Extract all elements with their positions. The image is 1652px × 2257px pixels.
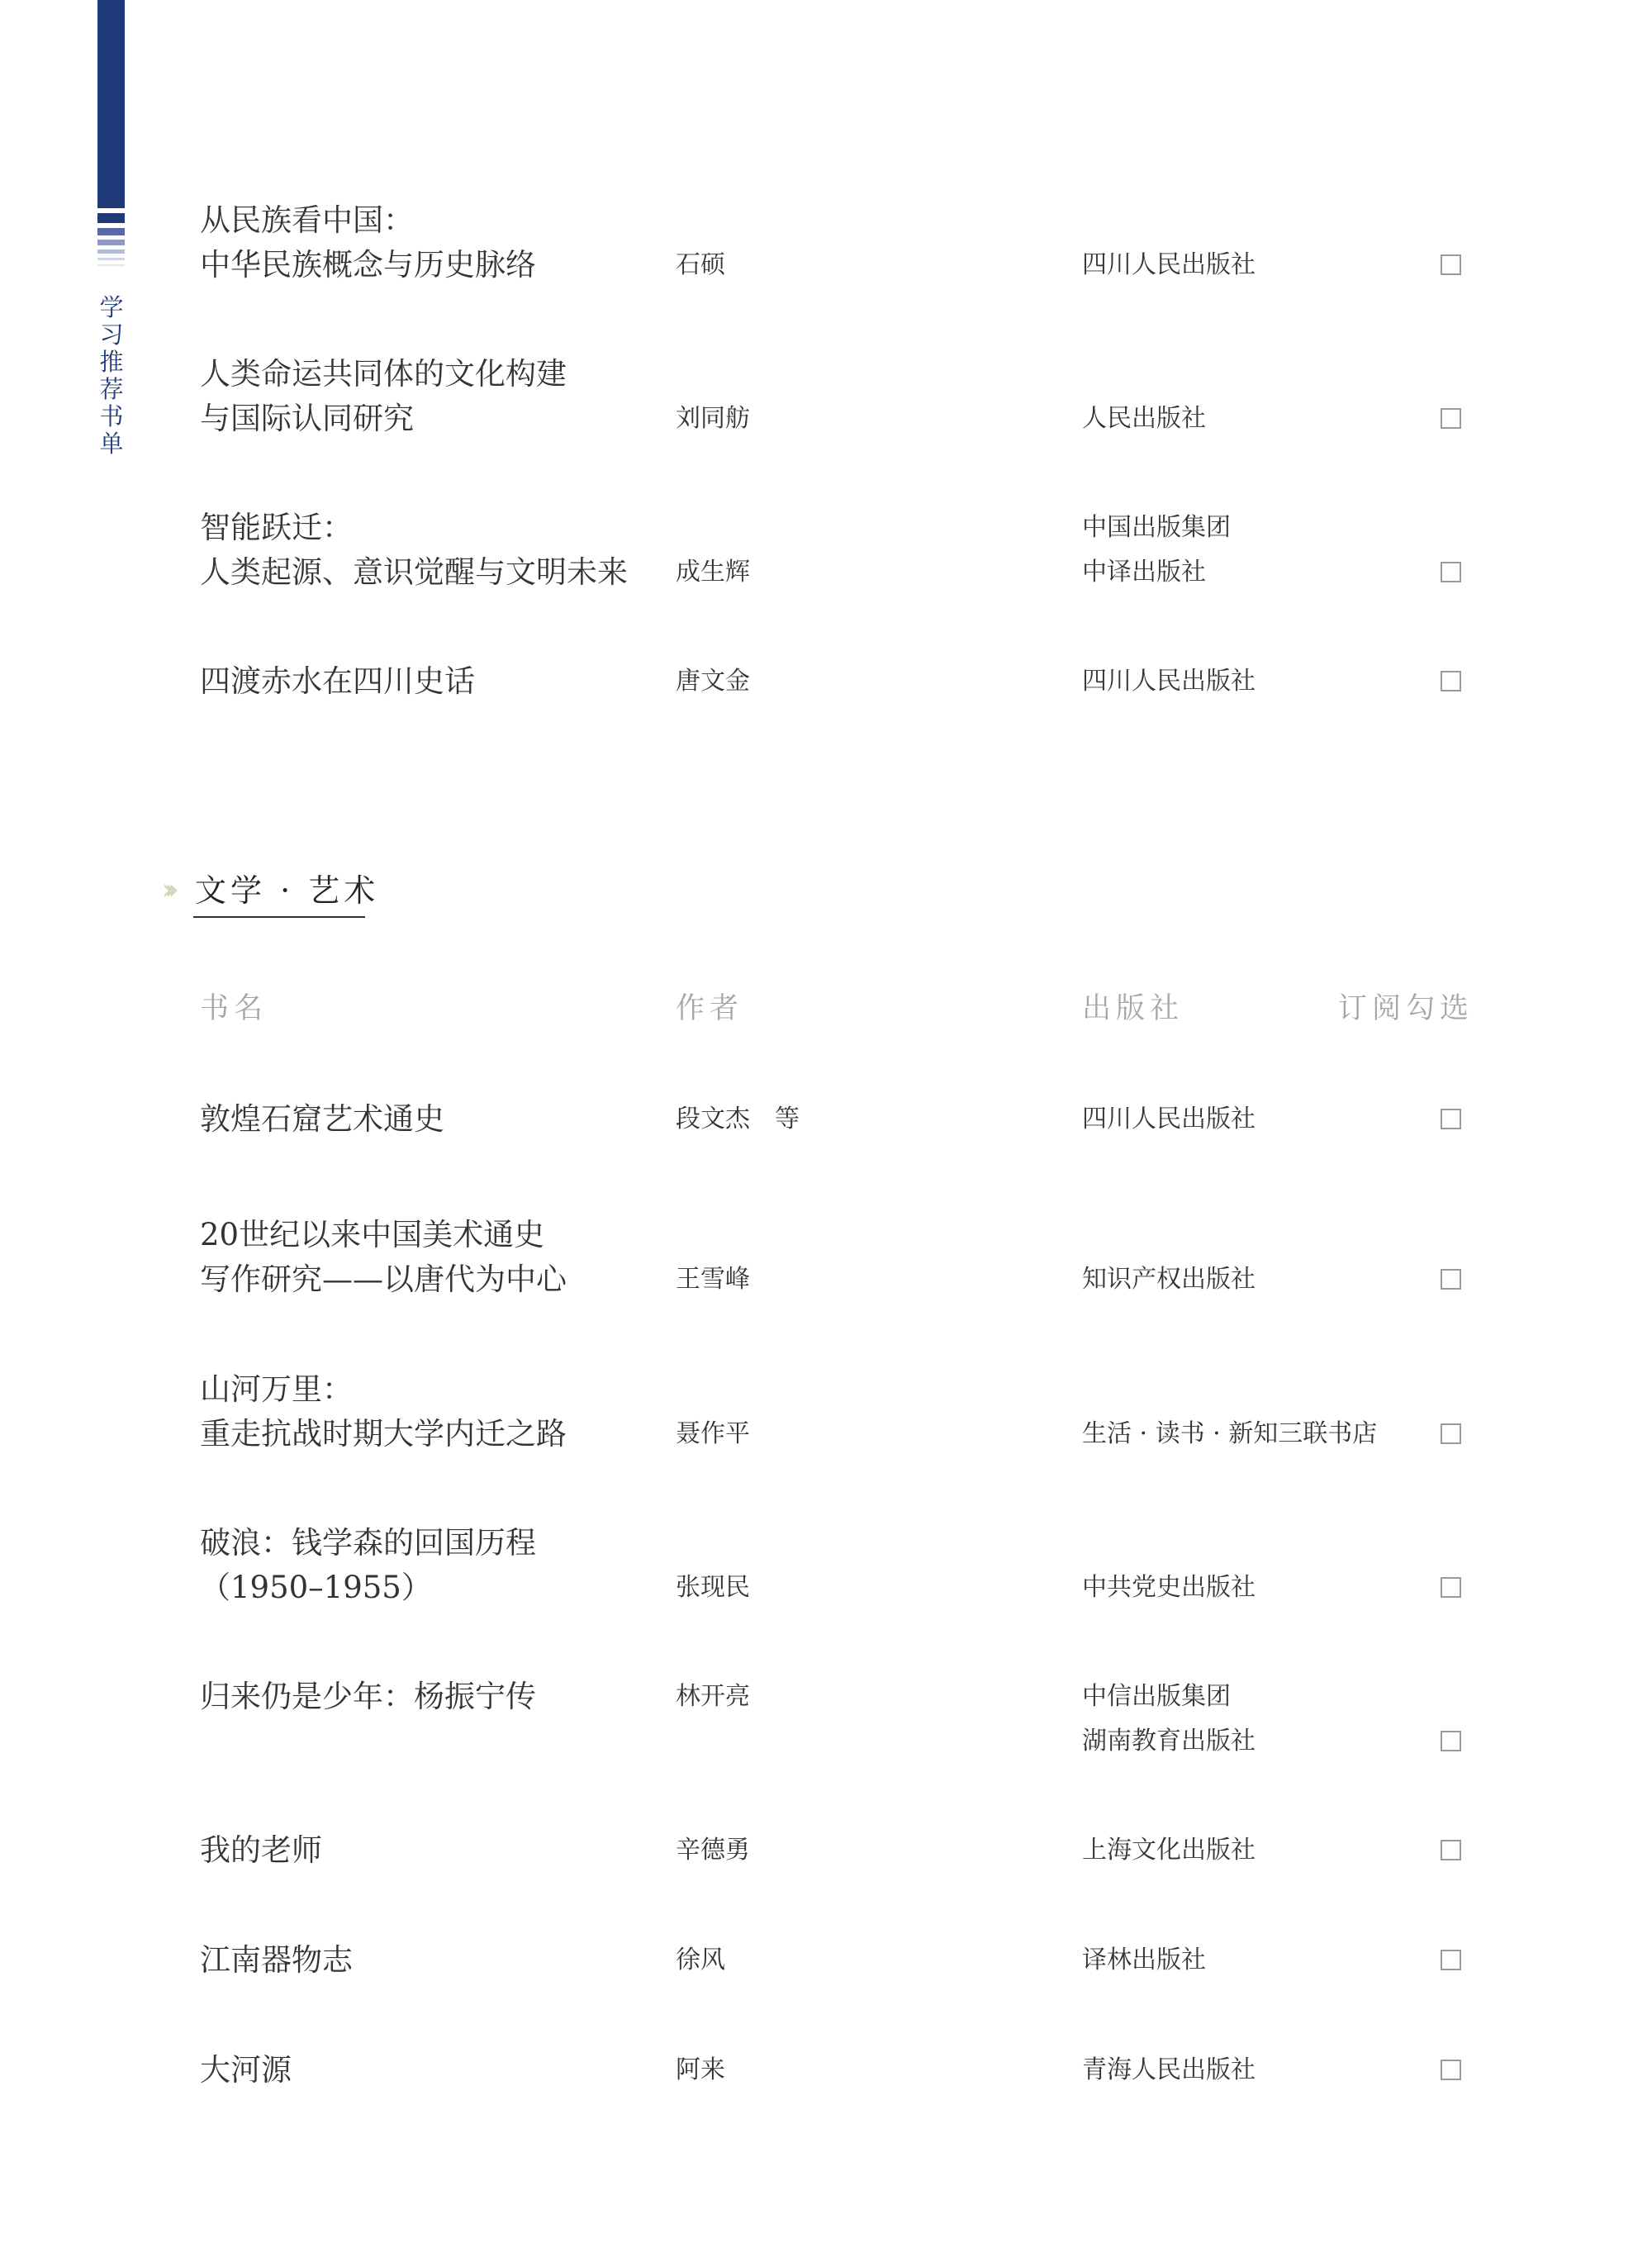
book-author: 成生辉 xyxy=(676,558,750,587)
book-publisher xyxy=(1082,1675,1256,1764)
column-header-select: 订阅勾选 xyxy=(1338,992,1474,1025)
subscribe-checkbox[interactable] xyxy=(1441,1577,1461,1598)
column-header-author: 作者 xyxy=(676,992,744,1025)
subscribe-checkbox[interactable] xyxy=(1441,1423,1461,1444)
book-title-line: 写作研究——以唐代为中心 xyxy=(200,1262,567,1297)
book-title xyxy=(200,506,628,595)
book-title-line: 江南器物志 xyxy=(200,1942,353,1978)
book-title xyxy=(200,659,475,704)
book-title-line: 从民族看中国： xyxy=(200,202,414,238)
book-title-line: 敦煌石窟艺术通史 xyxy=(200,1101,444,1137)
side-label: 学习推荐书单 xyxy=(99,293,124,458)
double-chevron-icon: ››› xyxy=(162,873,171,906)
book-publisher-line: 中译出版社 xyxy=(1082,558,1206,587)
book-title-line: 重走抗战时期大学内迁之路 xyxy=(200,1416,567,1452)
book-title xyxy=(200,1213,567,1302)
book-title xyxy=(200,1675,536,1719)
book-title-line: 大河源 xyxy=(200,2052,292,2088)
book-publisher xyxy=(1082,1257,1256,1302)
book-title-line: 四渡赤水在四川史话 xyxy=(200,663,475,699)
book-publisher xyxy=(1082,243,1256,287)
column-header-publisher: 出版社 xyxy=(1082,992,1184,1025)
book-author: 段文杰 等 xyxy=(676,1105,800,1133)
book-author: 阿来 xyxy=(676,2055,725,2084)
book-author: 张现民 xyxy=(676,1573,750,1602)
spine-stripe xyxy=(97,213,125,223)
book-publisher-line: 四川人民出版社 xyxy=(1082,667,1256,696)
book-author: 辛德勇 xyxy=(676,1836,750,1865)
spine-bar xyxy=(97,0,125,208)
book-publisher xyxy=(1082,2048,1256,2093)
book-publisher xyxy=(1082,397,1206,441)
column-header-title: 书名 xyxy=(200,992,268,1025)
book-title-line: （1950–1955） xyxy=(200,1570,432,1605)
book-publisher xyxy=(1082,506,1231,595)
book-title xyxy=(200,1828,322,1873)
book-publisher-line: 中信出版集团 xyxy=(1082,1682,1231,1711)
book-publisher-line: 译林出版社 xyxy=(1082,1946,1206,1974)
book-title xyxy=(200,1521,536,1610)
subscribe-checkbox[interactable] xyxy=(1441,562,1461,582)
book-publisher-line: 上海文化出版社 xyxy=(1082,1836,1256,1865)
subscribe-checkbox[interactable] xyxy=(1441,1950,1461,1970)
book-title xyxy=(200,198,536,287)
book-title xyxy=(200,2048,292,2093)
book-author: 林开亮 xyxy=(676,1682,750,1711)
book-publisher-line: 人民出版社 xyxy=(1082,404,1206,433)
spine-stripe xyxy=(97,258,125,260)
book-publisher-line: 湖南教育出版社 xyxy=(1082,1727,1256,1756)
subscribe-checkbox[interactable] xyxy=(1441,254,1461,275)
book-author: 石硕 xyxy=(676,250,725,279)
spine-stripe xyxy=(97,264,125,266)
book-publisher-line: 四川人民出版社 xyxy=(1082,250,1256,279)
book-publisher xyxy=(1082,1566,1256,1610)
book-title xyxy=(200,1938,353,1983)
book-publisher xyxy=(1082,1412,1377,1456)
subscribe-checkbox[interactable] xyxy=(1441,1109,1461,1129)
book-author: 徐风 xyxy=(676,1946,725,1974)
book-author: 刘同舫 xyxy=(676,404,750,433)
book-publisher-line: 青海人民出版社 xyxy=(1082,2055,1256,2084)
book-author: 唐文金 xyxy=(676,667,750,696)
book-title-line: 我的老师 xyxy=(200,1832,322,1868)
subscribe-checkbox[interactable] xyxy=(1441,1731,1461,1751)
book-title-line: 归来仍是少年：杨振宁传 xyxy=(200,1679,536,1714)
book-title-line: 智能跃迁： xyxy=(200,510,353,545)
book-publisher-line: 中国出版集团 xyxy=(1082,513,1231,542)
book-publisher xyxy=(1082,1097,1256,1142)
book-title-line: 山河万里： xyxy=(200,1371,353,1407)
book-title xyxy=(200,1097,444,1142)
book-publisher xyxy=(1082,659,1256,704)
spine-stripe xyxy=(97,228,125,235)
book-publisher-line: 知识产权出版社 xyxy=(1082,1265,1256,1294)
book-author: 王雪峰 xyxy=(676,1265,750,1294)
book-title-line: 中华民族概念与历史脉络 xyxy=(200,247,536,283)
spine-stripe xyxy=(97,249,125,254)
book-title-line: 20世纪以来中国美术通史 xyxy=(200,1217,545,1252)
subscribe-checkbox[interactable] xyxy=(1441,1269,1461,1290)
book-publisher xyxy=(1082,1828,1256,1873)
subscribe-checkbox[interactable] xyxy=(1441,1840,1461,1860)
book-title-line: 人类命运共同体的文化构建 xyxy=(200,356,567,392)
subscribe-checkbox[interactable] xyxy=(1441,671,1461,691)
subscribe-checkbox[interactable] xyxy=(1441,2060,1461,2080)
section-underline xyxy=(193,916,365,918)
book-title-line: 人类起源、意识觉醒与文明未来 xyxy=(200,554,628,590)
book-title xyxy=(200,352,567,441)
book-publisher-line: 四川人民出版社 xyxy=(1082,1105,1256,1133)
book-author: 聂作平 xyxy=(676,1419,750,1448)
book-title-line: 破浪：钱学森的回国历程 xyxy=(200,1525,536,1561)
spine-stripe xyxy=(97,240,125,245)
book-publisher-line: 中共党史出版社 xyxy=(1082,1573,1256,1602)
book-title xyxy=(200,1367,567,1456)
subscribe-checkbox[interactable] xyxy=(1441,408,1461,429)
section-title: 文学 · 艺术 xyxy=(195,872,380,909)
book-publisher-line: 生活 · 读书 · 新知三联书店 xyxy=(1082,1419,1378,1448)
book-publisher xyxy=(1082,1938,1206,1983)
book-title-line: 与国际认同研究 xyxy=(200,401,414,436)
